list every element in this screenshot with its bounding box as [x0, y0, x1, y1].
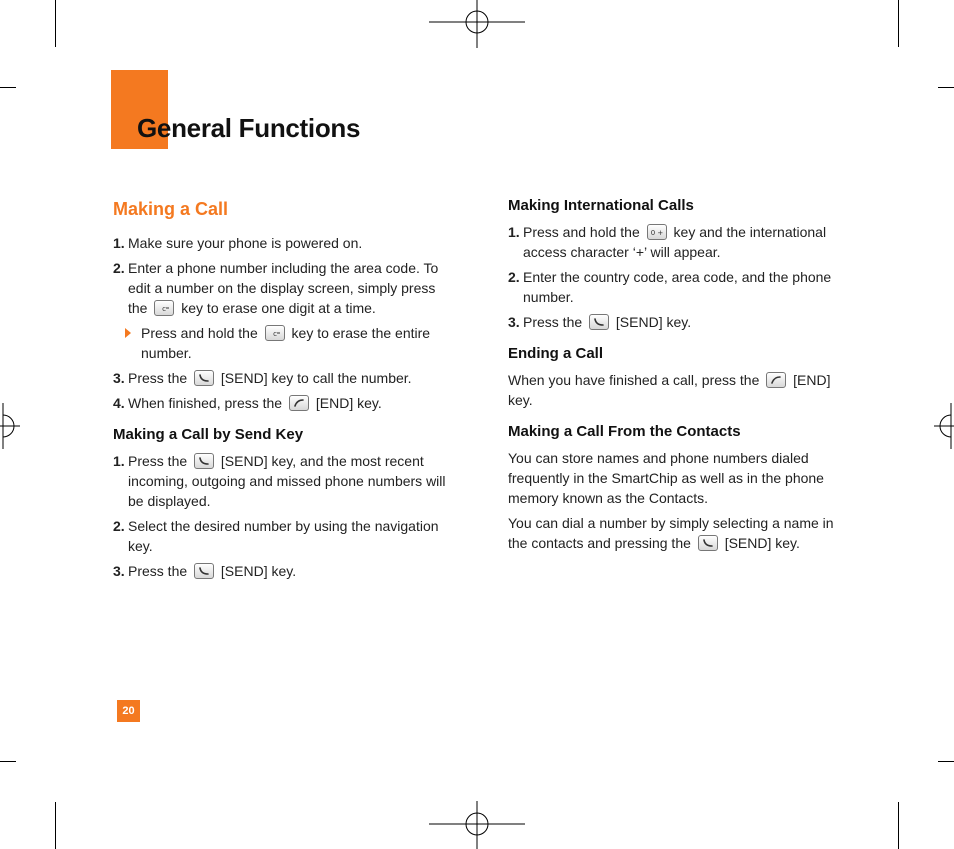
step-text: key and the international access character ‘+’ will appear. [523, 224, 827, 260]
bullet-text: Press and hold the [141, 325, 258, 341]
step-text: key to erase one digit at a time. [181, 300, 376, 316]
left-column [113, 196, 458, 586]
section-title-contacts: Making a Call From the Contacts [508, 423, 741, 440]
section-title-send-key: Making a Call by Send Key [113, 426, 304, 443]
crop-mark [55, 0, 56, 47]
making-a-call-steps [113, 233, 458, 318]
step-number: 4. [113, 395, 125, 411]
svg-text:0 +: 0 + [650, 229, 663, 238]
registration-mark-icon [0, 403, 20, 449]
list-item [113, 258, 458, 318]
crop-mark [0, 761, 16, 762]
step-text: [END] key. [315, 395, 382, 411]
international-steps [508, 222, 843, 332]
step-text: [SEND] key. [615, 314, 692, 330]
step-text: [SEND] key. [220, 563, 297, 579]
send-key-icon [194, 563, 214, 579]
clear-key-icon [154, 300, 174, 316]
list-item [113, 516, 458, 556]
step-number: 2. [113, 260, 125, 276]
step-text: Press the [128, 563, 188, 579]
step-number: 3. [508, 314, 520, 330]
svg-text:c: c [272, 330, 277, 339]
step-number: 1. [113, 235, 125, 251]
crop-mark [898, 0, 899, 47]
registration-mark-icon [429, 801, 525, 849]
step-text: Press the [523, 314, 583, 330]
zero-plus-key-icon [647, 224, 667, 240]
bullet-text: key to erase the entire number. [141, 325, 431, 361]
step-number: 1. [113, 453, 125, 469]
list-item [113, 451, 458, 511]
step-text: Enter a phone number including the area code. To edit a number on the display screen, simply press the [128, 260, 439, 316]
section-title-international: Making International Calls [508, 197, 694, 214]
step-text: When finished, press the [128, 395, 283, 411]
making-a-call-steps-continued [113, 368, 458, 413]
step-text: [SEND] key to call the number. [220, 370, 412, 386]
send-key-icon [194, 370, 214, 386]
page-number: 20 [117, 700, 140, 722]
section-title-making-a-call: Making a Call [113, 199, 229, 219]
list-item [113, 233, 458, 253]
paragraph-text: You can dial a number by simply selecting a name in the contacts and pressing the [508, 515, 834, 551]
list-item [508, 222, 843, 262]
step-text: Press the [128, 453, 188, 469]
list-item [113, 393, 458, 413]
end-key-icon [766, 372, 786, 388]
crop-mark [938, 761, 954, 762]
step-text: Enter the country code, area code, and the phone number. [523, 269, 832, 305]
registration-mark-icon [429, 0, 525, 48]
page-title: General Functions [137, 113, 361, 143]
step-number: 2. [508, 269, 520, 285]
ending-paragraph [508, 370, 843, 410]
send-key-icon [589, 314, 609, 330]
step-number: 2. [113, 518, 125, 534]
list-item [113, 561, 458, 581]
send-key-icon [698, 535, 718, 551]
contacts-paragraph-1: You can store names and phone numbers dialed frequently in the SmartChip as well as in the phone memory known as the Contacts. [508, 450, 824, 506]
contacts-paragraph-2 [508, 513, 843, 553]
step-number: 3. [113, 563, 125, 579]
sub-bullet [113, 323, 458, 363]
paragraph-text: [SEND] key. [724, 535, 800, 551]
clear-key-icon [265, 325, 285, 341]
step-text: Press and hold the [523, 224, 640, 240]
paragraph-text: [END] key. [508, 372, 831, 408]
section-title-ending-a-call: Ending a Call [508, 345, 604, 362]
crop-mark [898, 802, 899, 849]
step-number: 1. [508, 224, 520, 240]
crop-mark [55, 802, 56, 849]
step-text: Press the [128, 370, 188, 386]
list-item [508, 312, 843, 332]
send-key-steps [113, 451, 458, 581]
right-column [508, 196, 843, 558]
triangle-bullet-icon [125, 328, 131, 338]
step-text: Make sure your phone is powered on. [128, 235, 363, 251]
step-text: [SEND] key, and the most recent incoming, outgoing and missed phone numbers will be displayed. [128, 453, 446, 509]
crop-mark [0, 87, 16, 88]
registration-mark-icon [934, 403, 954, 449]
end-key-icon [289, 395, 309, 411]
list-item [508, 267, 843, 307]
send-key-icon [194, 453, 214, 469]
paragraph-text: When you have finished a call, press the [508, 372, 760, 388]
list-item [113, 368, 458, 388]
svg-text:c: c [162, 305, 167, 314]
step-number: 3. [113, 370, 125, 386]
crop-mark [938, 87, 954, 88]
step-text: Select the desired number by using the navigation key. [128, 518, 439, 554]
